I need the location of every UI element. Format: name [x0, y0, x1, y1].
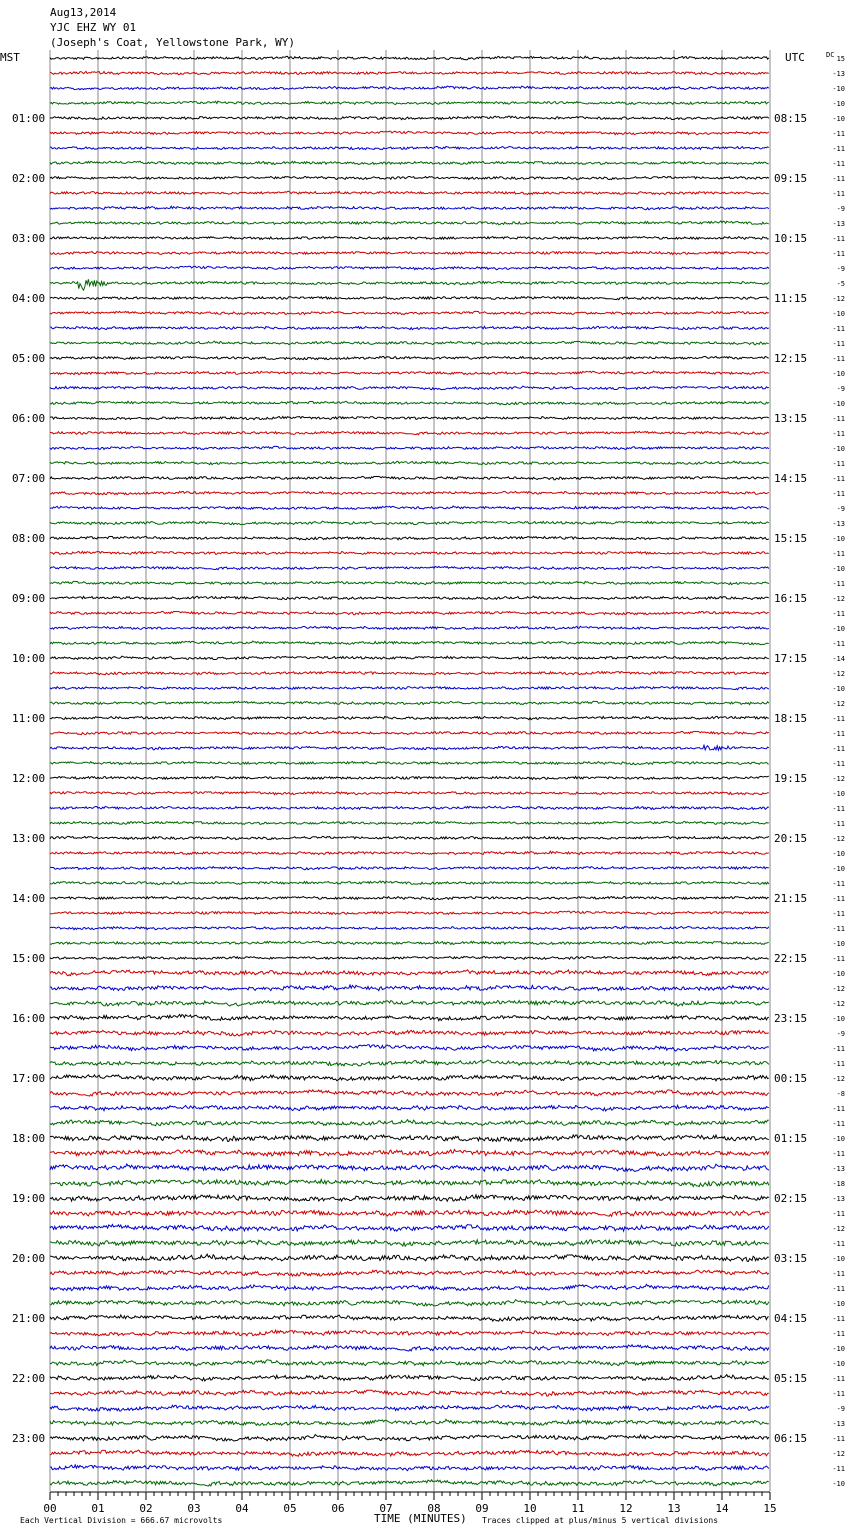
trace-line: [50, 1195, 769, 1201]
utc-hour-label: 04:15: [774, 1312, 808, 1325]
dc-offset-label: -10: [832, 1480, 845, 1488]
trace-line: [50, 851, 769, 854]
dc-offset-label: -11: [832, 1375, 845, 1383]
dc-offset-label: -10: [832, 970, 845, 978]
utc-hour-label: 15:15: [774, 532, 808, 545]
trace-line: [50, 446, 769, 449]
dc-offset-label: -13: [832, 1420, 845, 1428]
trace-line: [50, 1105, 769, 1111]
trace-line: [50, 1465, 769, 1471]
dc-offset-label: -11: [832, 925, 845, 933]
trace-line: [50, 1419, 769, 1425]
trace-line: [50, 911, 769, 914]
mst-hour-label: 13:00: [12, 832, 46, 845]
dc-offset-label: -11: [832, 550, 845, 558]
dc-offset-label: -11: [832, 475, 845, 483]
trace-line: [50, 297, 769, 300]
dc-offset-label: -10: [832, 565, 845, 573]
dc-offset-label: -11: [832, 1390, 845, 1398]
dc-offset-label: -11: [832, 1315, 845, 1323]
dc-offset-label: -12: [832, 295, 845, 303]
utc-hour-label: 18:15: [774, 712, 808, 725]
trace-line: [50, 1225, 769, 1232]
trace-line: [50, 506, 769, 509]
mst-hour-label: 15:00: [12, 952, 46, 965]
dc-offset-label: -11: [832, 1045, 845, 1053]
mst-hour-label: 21:00: [12, 1312, 46, 1325]
mst-hour-label: 22:00: [12, 1372, 46, 1385]
dc-offset-label: -10: [832, 535, 845, 543]
mst-hour-label: 06:00: [12, 412, 46, 425]
dc-offset-labels: [832, 55, 845, 1488]
trace-line: [50, 1180, 769, 1187]
trace-line: [50, 956, 769, 959]
mst-hour-label: 08:00: [12, 532, 46, 545]
trace-line: [50, 1120, 769, 1126]
trace-line: [50, 1150, 769, 1157]
dc-offset-label: -11: [832, 955, 845, 963]
trace-line: [50, 641, 769, 645]
dc-label: DC: [826, 51, 835, 59]
utc-hour-label: 16:15: [774, 592, 808, 605]
clip-note: Traces clipped at plus/minus 5 vertical divisions: [482, 1516, 719, 1525]
utc-hour-label: 22:15: [774, 952, 808, 965]
dc-offset-label: -11: [832, 415, 845, 423]
utc-hour-label: 20:15: [774, 832, 808, 845]
dc-offset-label: -9: [836, 505, 845, 513]
dc-offset-label: -10: [832, 85, 845, 93]
mst-hour-label: 11:00: [12, 712, 46, 725]
x-tick-label: 13: [667, 1502, 681, 1515]
dc-offset-label: -11: [832, 190, 845, 198]
dc-offset-label: -11: [832, 340, 845, 348]
trace-line: [50, 985, 769, 991]
x-tick-label: 07: [379, 1502, 393, 1515]
trace-line: [50, 326, 769, 329]
dc-offset-label: -10: [832, 115, 845, 123]
utc-hour-label: 12:15: [774, 352, 808, 365]
mst-hour-label: 03:00: [12, 232, 46, 245]
x-tick-label: 08: [427, 1502, 441, 1515]
trace-line: [50, 596, 769, 600]
dc-offset-label: -11: [832, 1330, 845, 1338]
dc-offset-label: -11: [832, 430, 845, 438]
trace-line: [50, 897, 769, 900]
mst-hour-label: 20:00: [12, 1252, 46, 1265]
dc-offset-label: -13: [832, 70, 845, 78]
utc-hour-label: 11:15: [774, 292, 808, 305]
dc-offset-label: -11: [832, 1120, 845, 1128]
trace-line: [50, 1045, 769, 1051]
dc-offset-label: -11: [832, 760, 845, 768]
trace-line: [50, 1090, 769, 1096]
trace-line: [50, 56, 769, 60]
trace-line: [50, 551, 769, 554]
trace-line: [50, 371, 769, 375]
trace-line: [50, 1254, 769, 1261]
dc-offset-label: -11: [832, 610, 845, 618]
x-tick-label: 02: [139, 1502, 153, 1515]
dc-offset-label: -13: [832, 520, 845, 528]
minute-grid: [50, 50, 770, 1491]
trace-line: [50, 431, 769, 434]
x-tick-label: 09: [475, 1502, 489, 1515]
dc-offset-label: -10: [832, 310, 845, 318]
utc-hour-label: 19:15: [774, 772, 808, 785]
dc-offset-label: -11: [832, 160, 845, 168]
trace-line: [50, 716, 769, 719]
seismogram-traces: [50, 56, 769, 1486]
trace-line: [50, 867, 769, 870]
dc-offset-label: -5: [836, 280, 845, 288]
trace-line: [50, 86, 769, 90]
trace-line: [50, 311, 769, 314]
dc-offset-label: -11: [832, 1435, 845, 1443]
utc-hour-label: 10:15: [774, 232, 808, 245]
trace-line: [50, 1315, 769, 1321]
utc-hour-label: 00:15: [774, 1072, 808, 1085]
dc-offset-label: -10: [832, 1345, 845, 1353]
dc-offset-label: -11: [832, 580, 845, 588]
trace-line: [50, 611, 769, 614]
trace-line: [50, 762, 769, 765]
dc-offset-label: -10: [832, 1015, 845, 1023]
dc-offset-label: -12: [832, 775, 845, 783]
trace-line: [50, 1300, 769, 1306]
utc-hour-label: 14:15: [774, 472, 808, 485]
x-tick-label: 00: [43, 1502, 57, 1515]
trace-line: [50, 356, 769, 359]
station-label: YJC EHZ WY 01: [50, 21, 137, 34]
dc-offset-label: -11: [832, 730, 845, 738]
trace-line: [50, 521, 769, 525]
trace-line: [50, 776, 769, 779]
dc-offset-label: -11: [832, 715, 845, 723]
dc-offset-label: -12: [832, 670, 845, 678]
utc-hour-labels: [774, 112, 807, 1445]
dc-offset-label: -11: [832, 175, 845, 183]
mst-hour-label: 18:00: [12, 1132, 46, 1145]
trace-line: [50, 266, 769, 270]
dc-offset-label: -10: [832, 1300, 845, 1308]
trace-line: [50, 881, 769, 885]
trace-line: [50, 1210, 769, 1216]
mst-hour-label: 12:00: [12, 772, 46, 785]
dc-offset-label: -10: [832, 400, 845, 408]
dc-offset-label: -10: [832, 1360, 845, 1368]
dc-offset-label: -9: [836, 1030, 845, 1038]
trace-line: [50, 416, 769, 419]
dc-offset-label: -11: [832, 805, 845, 813]
scale-note: Each Vertical Division = 666.67 microvolts: [20, 1516, 223, 1525]
trace-line: [50, 191, 769, 194]
x-tick-label: 04: [235, 1502, 249, 1515]
mst-hour-label: 07:00: [12, 472, 46, 485]
dc-offset-label: -11: [832, 640, 845, 648]
trace-line: [50, 1405, 769, 1411]
dc-offset-label: -11: [832, 910, 845, 918]
trace-line: [50, 461, 769, 465]
trace-line: [50, 970, 769, 976]
x-axis-label: TIME (MINUTES): [374, 1512, 467, 1525]
dc-offset-label: -12: [832, 1075, 845, 1083]
mst-label: MST: [0, 51, 20, 64]
trace-line: [50, 131, 769, 135]
utc-hour-label: 06:15: [774, 1432, 808, 1445]
dc-offset-label: -9: [836, 385, 845, 393]
dc-offset-label: -10: [832, 865, 845, 873]
mst-hour-label: 23:00: [12, 1432, 46, 1445]
utc-hour-label: 23:15: [774, 1012, 808, 1025]
trace-line: [50, 1284, 769, 1290]
dc-offset-label: -12: [832, 835, 845, 843]
trace-line: [50, 745, 769, 750]
x-tick-label: 12: [619, 1502, 633, 1515]
dc-offset-label: -11: [832, 490, 845, 498]
x-tick-label: 10: [523, 1502, 537, 1515]
trace-line: [50, 1014, 769, 1020]
mst-hour-label: 19:00: [12, 1192, 46, 1205]
trace-line: [50, 101, 769, 104]
dc-offset-label: -11: [832, 130, 845, 138]
dc-offset-label: -11: [832, 745, 845, 753]
mst-hour-label: 10:00: [12, 652, 46, 665]
trace-line: [50, 941, 769, 944]
dc-offset-label: -11: [832, 895, 845, 903]
x-tick-label: 05: [283, 1502, 297, 1515]
dc-offset-label: -12: [832, 985, 845, 993]
dc-offset-label: -11: [832, 1060, 845, 1068]
trace-line: [50, 1345, 769, 1351]
dc-offset-label: -11: [832, 1465, 845, 1473]
dc-offset-label: -11: [832, 820, 845, 828]
dc-offset-label: -9: [836, 1405, 845, 1413]
trace-line: [50, 671, 769, 674]
trace-line: [50, 401, 769, 405]
trace-line: [50, 821, 769, 824]
trace-line: [50, 701, 769, 704]
dc-offset-label: -11: [832, 880, 845, 888]
mst-hour-label: 05:00: [12, 352, 46, 365]
trace-line: [50, 626, 769, 629]
dc-offset-label: -10: [832, 790, 845, 798]
utc-hour-label: 03:15: [774, 1252, 808, 1265]
trace-line: [50, 1240, 769, 1246]
dc-offset-label: -10: [832, 625, 845, 633]
dc-offset-label: -11: [832, 1270, 845, 1278]
trace-line: [50, 476, 769, 479]
dc-offset-label: -9: [836, 205, 845, 213]
dc-offset-label: -11: [832, 1150, 845, 1158]
dc-offset-label: -11: [832, 1105, 845, 1113]
x-tick-label: 14: [715, 1502, 729, 1515]
dc-offset-label: -11: [832, 1240, 845, 1248]
dc-offset-label: -11: [832, 145, 845, 153]
utc-label: UTC: [785, 51, 805, 64]
dc-offset-label: -11: [832, 325, 845, 333]
dc-offset-label: -10: [832, 445, 845, 453]
trace-line: [50, 1450, 769, 1456]
dc-offset-label: -12: [832, 1225, 845, 1233]
dc-offset-label: 15: [836, 55, 845, 63]
x-tick-label: 11: [571, 1502, 585, 1515]
utc-hour-label: 01:15: [774, 1132, 808, 1145]
trace-line: [50, 536, 769, 540]
utc-hour-label: 13:15: [774, 412, 808, 425]
trace-line: [50, 687, 769, 690]
dc-offset-label: -14: [832, 655, 845, 663]
dc-offset-label: -10: [832, 1255, 845, 1263]
dc-offset-label: -9: [836, 265, 845, 273]
trace-line: [50, 1060, 769, 1066]
dc-offset-label: -12: [832, 700, 845, 708]
dc-offset-label: -10: [832, 685, 845, 693]
trace-line: [50, 252, 769, 255]
utc-hour-label: 02:15: [774, 1192, 808, 1205]
x-tick-label: 01: [91, 1502, 105, 1515]
dc-offset-label: -12: [832, 1450, 845, 1458]
mst-hour-labels: [12, 112, 45, 1445]
dc-offset-label: -10: [832, 850, 845, 858]
dc-offset-label: -12: [832, 595, 845, 603]
mst-hour-label: 04:00: [12, 292, 46, 305]
dc-offset-label: -11: [832, 1285, 845, 1293]
dc-offset-label: -8: [836, 1090, 845, 1098]
trace-line: [50, 1360, 769, 1366]
trace-line: [50, 206, 769, 210]
dc-offset-label: -11: [832, 1210, 845, 1218]
trace-line: [50, 279, 769, 290]
trace-line: [50, 1164, 769, 1171]
dc-offset-label: -11: [832, 460, 845, 468]
dc-offset-label: -12: [832, 1000, 845, 1008]
trace-line: [50, 341, 769, 345]
dc-offset-label: -13: [832, 1195, 845, 1203]
trace-line: [50, 237, 769, 240]
trace-line: [50, 1480, 769, 1486]
trace-line: [50, 1375, 769, 1381]
location-label: (Joseph's Coat, Yellowstone Park, WY): [50, 36, 296, 49]
utc-hour-label: 21:15: [774, 892, 808, 905]
x-tick-label: 15: [763, 1502, 777, 1515]
dc-offset-label: -11: [832, 355, 845, 363]
dc-offset-label: -10: [832, 370, 845, 378]
dc-offset-label: -11: [832, 250, 845, 258]
dc-offset-label: -10: [832, 1135, 845, 1143]
trace-line: [50, 116, 769, 120]
trace-line: [50, 386, 769, 390]
trace-line: [50, 1135, 769, 1142]
trace-line: [50, 581, 769, 584]
date-label: Aug13,2014: [50, 6, 117, 19]
utc-hour-label: 09:15: [774, 172, 808, 185]
trace-line: [50, 176, 769, 179]
trace-line: [50, 1435, 769, 1441]
mst-hour-label: 09:00: [12, 592, 46, 605]
trace-line: [50, 926, 769, 929]
trace-line: [50, 146, 769, 149]
trace-line: [50, 1330, 769, 1336]
trace-line: [50, 656, 769, 659]
mst-hour-label: 16:00: [12, 1012, 46, 1025]
dc-offset-label: -11: [832, 235, 845, 243]
mst-hour-label: 17:00: [12, 1072, 46, 1085]
trace-line: [50, 1390, 769, 1396]
utc-hour-label: 05:15: [774, 1372, 808, 1385]
utc-hour-label: 08:15: [774, 112, 808, 125]
x-tick-label: 06: [331, 1502, 345, 1515]
x-tick-label: 03: [187, 1502, 201, 1515]
trace-line: [50, 1001, 769, 1007]
dc-offset-label: -10: [832, 100, 845, 108]
trace-line: [50, 1075, 769, 1081]
trace-line: [50, 566, 769, 569]
trace-line: [50, 731, 769, 735]
trace-line: [50, 161, 769, 164]
trace-line: [50, 806, 769, 809]
trace-line: [50, 71, 769, 74]
trace-line: [50, 792, 769, 795]
dc-offset-label: -13: [832, 220, 845, 228]
dc-offset-label: -10: [832, 940, 845, 948]
trace-line: [50, 1270, 769, 1276]
trace-line: [50, 221, 769, 225]
mst-hour-label: 01:00: [12, 112, 46, 125]
mst-hour-label: 14:00: [12, 892, 46, 905]
trace-line: [50, 491, 769, 494]
trace-line: [50, 1030, 769, 1036]
dc-offset-label: -13: [832, 1165, 845, 1173]
dc-offset-label: -18: [832, 1180, 845, 1188]
trace-line: [50, 836, 769, 839]
utc-hour-label: 17:15: [774, 652, 808, 665]
mst-hour-label: 02:00: [12, 172, 46, 185]
